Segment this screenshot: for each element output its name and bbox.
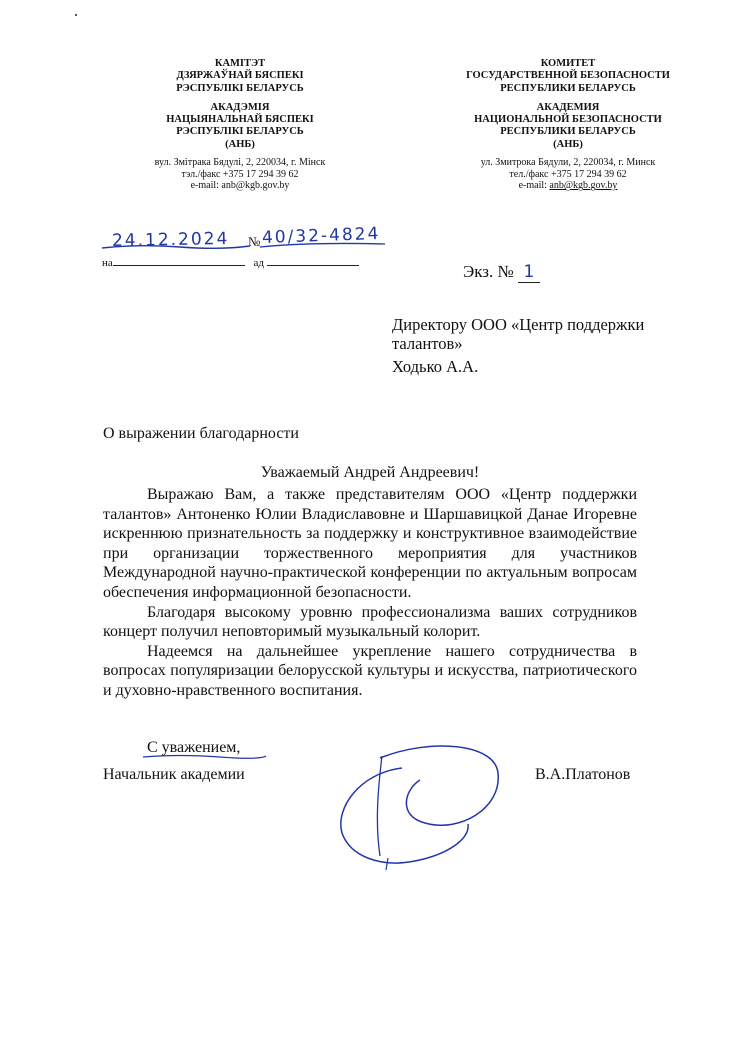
header-right-line7: (АНБ) [553,138,583,150]
header-right-phone: тел./факс +375 17 294 39 62 [509,168,627,180]
signatory-position: Начальник академии [103,766,245,783]
handwritten-number: 40/32-4824 [261,223,381,249]
salutation: Уважаемый Андрей Андреевич! [260,464,480,481]
handwritten-underline [100,238,390,252]
header-left-line3: РЭСПУБЛІКІ БЕЛАРУСЬ [176,82,304,94]
recipient-line3: Ходько А.А. [392,357,479,376]
header-right-line4: АКАДЕМИЯ [536,101,600,113]
closing: С уважением, [147,739,241,756]
letter-body [103,485,637,701]
recipient-line2: талантов» [392,334,463,353]
number-sign: № [248,234,261,249]
paragraph-2: Благодаря высокому уровню профессионализма ваших сотрудников концерт получил неповторимый музыкальный колорит. [103,603,637,641]
header-left-line4: АКАДЭМІЯ [210,101,270,113]
header-left-email-line [90,180,390,192]
copy-label: Экз. № [463,262,514,281]
header-left-email-label: e-mail: [190,180,222,192]
header-left-line6: РЭСПУБЛІКІ БЕЛАРУСЬ [176,126,304,138]
header-right-line6: РЕСПУБЛИКИ БЕЛАРУСЬ [500,126,636,138]
header-left-line7: (АНБ) [225,138,255,150]
scan-dot [75,14,77,16]
registration-line [102,256,359,269]
prefix-na: на [102,257,113,269]
header-right-address: ул. Змитрока Бядули, 2, 220034, г. Минск [480,157,656,169]
header-left-address: вул. Змітрака Бядулі, 2, 220034, г. Мінск [154,157,326,169]
copy-number [463,262,540,283]
header-right-line1: КОМИТЕТ [540,58,596,69]
header-left-email[interactable]: anb@kgb.gov.by [221,180,290,192]
header-right-email[interactable]: anb@kgb.gov.by [549,180,618,192]
signature-scribble [320,728,520,878]
prefix-ad: ад [253,257,265,269]
recipient [392,315,644,376]
header-left-phone: тэл./факс +375 17 294 39 62 [181,168,299,180]
closing-underline [140,752,270,762]
recipient-line1: Директору ООО «Центр поддержки [392,315,645,334]
handwritten-date: 24.12.2024 [111,228,230,252]
header-left-line1: КАМІТЭТ [214,58,266,69]
header-right-line3: РЕСПУБЛИКИ БЕЛАРУСЬ [500,82,636,94]
paragraph-3: Надеемся на дальнейшее укрепление нашего сотрудничества в вопросах популяризации белорусской культуры и искусства, патриотического и духовно-нравственного воспитания. [103,642,637,699]
header-right-email-line [418,180,718,192]
copy-number-value: 1 [518,262,540,283]
signatory-name: В.А.Платонов [535,766,631,783]
header-right-email-label: e-mail: [518,180,550,192]
subject: О выражении благодарности [103,425,299,442]
paragraph-1: Выражаю Вам, а также представителям ООО «Центр поддержки талантов» Антоненко Юлии Владиславовне и Шаршавицкой Данае Игоревне искреннюю признательность за поддержку и конструктивное взаимодействие при организации торжественного мероприятия для участников Международной научно-практической конференции по актуальным вопросам обеспечения информационной безопасности. [103,486,637,601]
header-left-line5: НАЦЫЯНАЛЬНАЙ БЯСПЕКІ [166,114,314,126]
header-right-line5: НАЦИОНАЛЬНОЙ БЕЗОПАСНОСТИ [474,114,662,126]
header-right [418,58,718,192]
header-left-line2: ДЗЯРЖАЎНАЙ БЯСПЕКІ [176,70,304,82]
header-left [90,58,390,192]
header-right-line2: ГОСУДАРСТВЕННОЙ БЕЗОПАСНОСТИ [466,70,670,82]
